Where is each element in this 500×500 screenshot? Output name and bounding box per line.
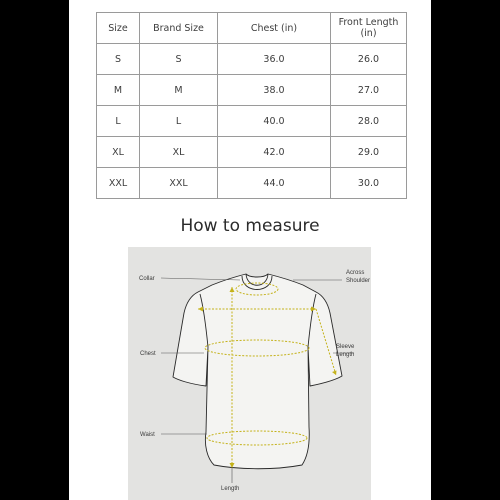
cell-brand-size: L [140, 106, 218, 137]
cell-size: XXL [97, 168, 140, 199]
table-row [97, 168, 407, 199]
cell-size: L [97, 106, 140, 137]
label-across-shoulder-2: Shoulder [346, 278, 371, 284]
cell-chest: 42.0 [218, 137, 331, 168]
table-header-row [97, 13, 407, 44]
label-waist: Waist [140, 432, 155, 438]
table-row [97, 106, 407, 137]
table-row [97, 137, 407, 168]
cell-brand-size: S [140, 44, 218, 75]
cell-front-length: 26.0 [331, 44, 407, 75]
cell-brand-size: XXL [140, 168, 218, 199]
cell-front-length: 28.0 [331, 106, 407, 137]
cell-front-length: 27.0 [331, 75, 407, 106]
cell-chest: 38.0 [218, 75, 331, 106]
cell-chest: 44.0 [218, 168, 331, 199]
how-to-measure-title: How to measure [180, 216, 320, 236]
label-collar: Collar [139, 276, 155, 282]
tshirt-outline-icon [173, 274, 342, 469]
label-sleeve-length-1: Sleeve [336, 344, 355, 350]
size-chart-page [69, 0, 431, 500]
table-row [97, 75, 407, 106]
cell-size: M [97, 75, 140, 106]
label-sleeve-length-2: Length [336, 352, 355, 358]
tshirt-diagram [128, 247, 371, 500]
table-row [97, 44, 407, 75]
measurement-diagram [128, 247, 371, 500]
label-length: Length [221, 486, 240, 492]
header-size: Size [97, 13, 140, 44]
cell-brand-size: M [140, 75, 218, 106]
cell-front-length: 30.0 [331, 168, 407, 199]
cell-size: S [97, 44, 140, 75]
header-brand-size: Brand Size [140, 13, 218, 44]
cell-chest: 36.0 [218, 44, 331, 75]
size-chart-table [96, 12, 407, 199]
cell-chest: 40.0 [218, 106, 331, 137]
label-chest: Chest [140, 351, 156, 357]
cell-front-length: 29.0 [331, 137, 407, 168]
header-chest: Chest (in) [218, 13, 331, 44]
header-front-length: Front Length (in) [331, 13, 407, 44]
label-across-shoulder-1: Across [346, 270, 365, 276]
cell-brand-size: XL [140, 137, 218, 168]
cell-size: XL [97, 137, 140, 168]
